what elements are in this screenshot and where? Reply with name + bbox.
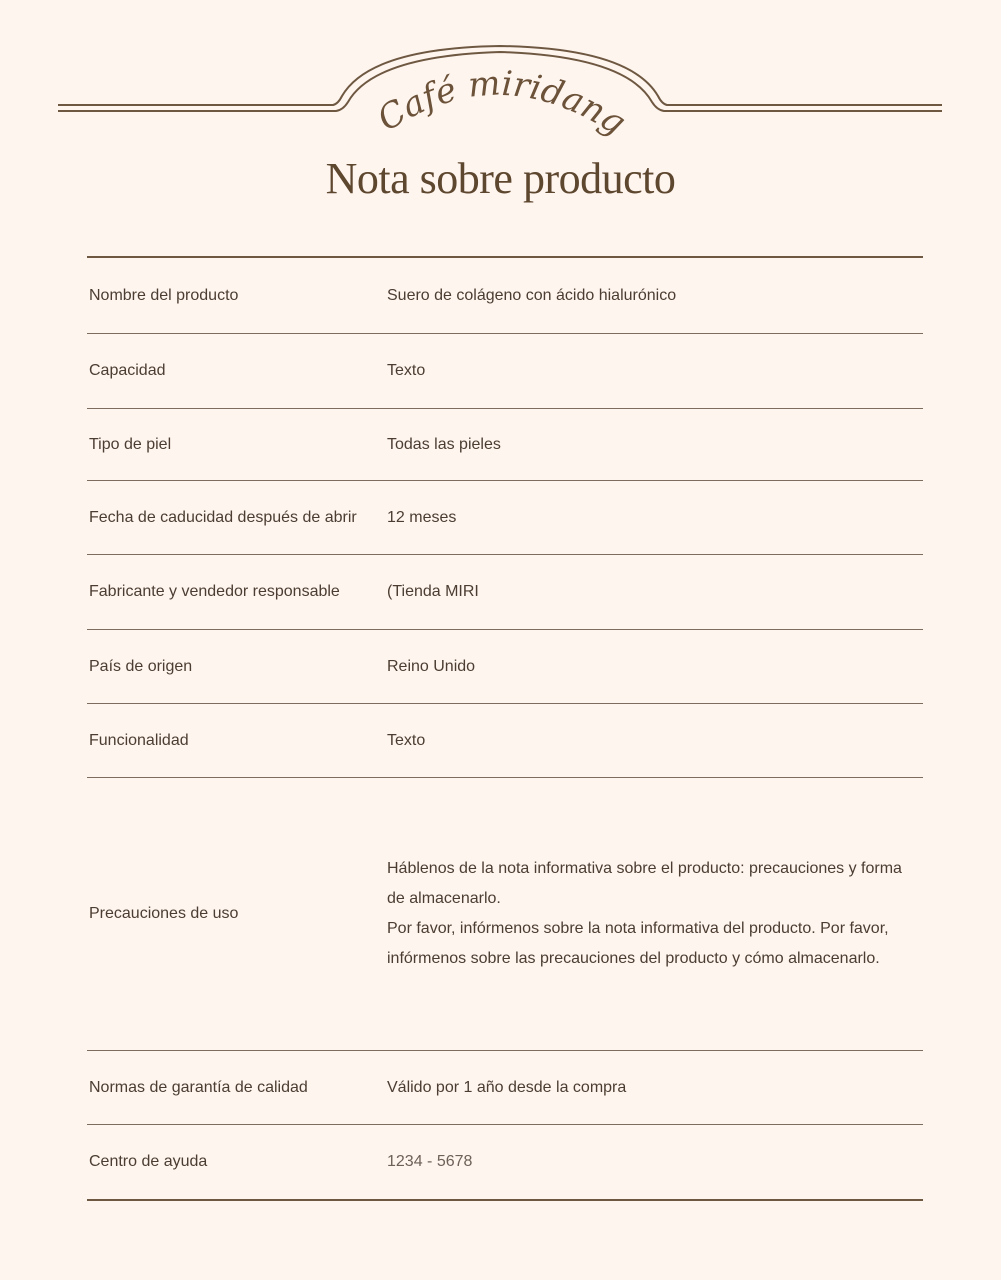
page-title: Nota sobre producto bbox=[325, 154, 676, 203]
brand-name: Café miridang bbox=[370, 63, 633, 144]
table-row bbox=[87, 409, 923, 481]
table-row bbox=[87, 555, 923, 630]
brand-logo bbox=[0, 0, 1001, 150]
row-value: Texto bbox=[387, 731, 426, 749]
table-row bbox=[87, 778, 923, 1051]
table-row bbox=[87, 630, 923, 704]
row-label: Centro de ayuda bbox=[89, 1153, 208, 1170]
table-row bbox=[87, 481, 923, 555]
row-label: Tipo de piel bbox=[89, 435, 172, 453]
row-label: Capacidad bbox=[89, 362, 166, 379]
table-row bbox=[87, 258, 923, 334]
row-label: Precauciones de uso bbox=[89, 905, 239, 922]
row-label: Fecha de caducidad después de abrir bbox=[89, 508, 357, 526]
row-value: 12 meses bbox=[387, 508, 457, 526]
precautions-paragraph: Por favor, infórmenos sobre la nota informativa del producto. Por favor, infórmenos sobre las precauciones del producto y cómo almacenarlo. bbox=[387, 920, 889, 967]
row-label: Fabricante y vendedor responsable bbox=[89, 583, 340, 600]
row-label: Normas de garantía de calidad bbox=[89, 1078, 308, 1096]
row-value: 1234 - 5678 bbox=[387, 1153, 473, 1170]
row-label: Funcionalidad bbox=[89, 731, 189, 749]
precautions-paragraph: Háblenos de la nota informativa sobre el producto: precauciones y forma de almacenarlo. bbox=[387, 860, 902, 907]
row-value: Todas las pieles bbox=[387, 435, 501, 453]
row-value: (Tienda MIRI bbox=[387, 583, 479, 600]
table-row bbox=[87, 704, 923, 778]
row-value: Texto bbox=[387, 362, 426, 379]
row-label: Nombre del producto bbox=[89, 286, 239, 304]
table-row bbox=[87, 334, 923, 409]
row-value: Válido por 1 año desde la compra bbox=[387, 1078, 627, 1096]
row-value bbox=[387, 854, 923, 974]
product-info-table bbox=[87, 256, 923, 1201]
row-label: País de origen bbox=[89, 657, 193, 675]
row-value: Reino Unido bbox=[387, 657, 476, 675]
table-row bbox=[87, 1125, 923, 1199]
table-row bbox=[87, 1051, 923, 1125]
row-value: Suero de colágeno con ácido hialurónico bbox=[387, 286, 677, 304]
